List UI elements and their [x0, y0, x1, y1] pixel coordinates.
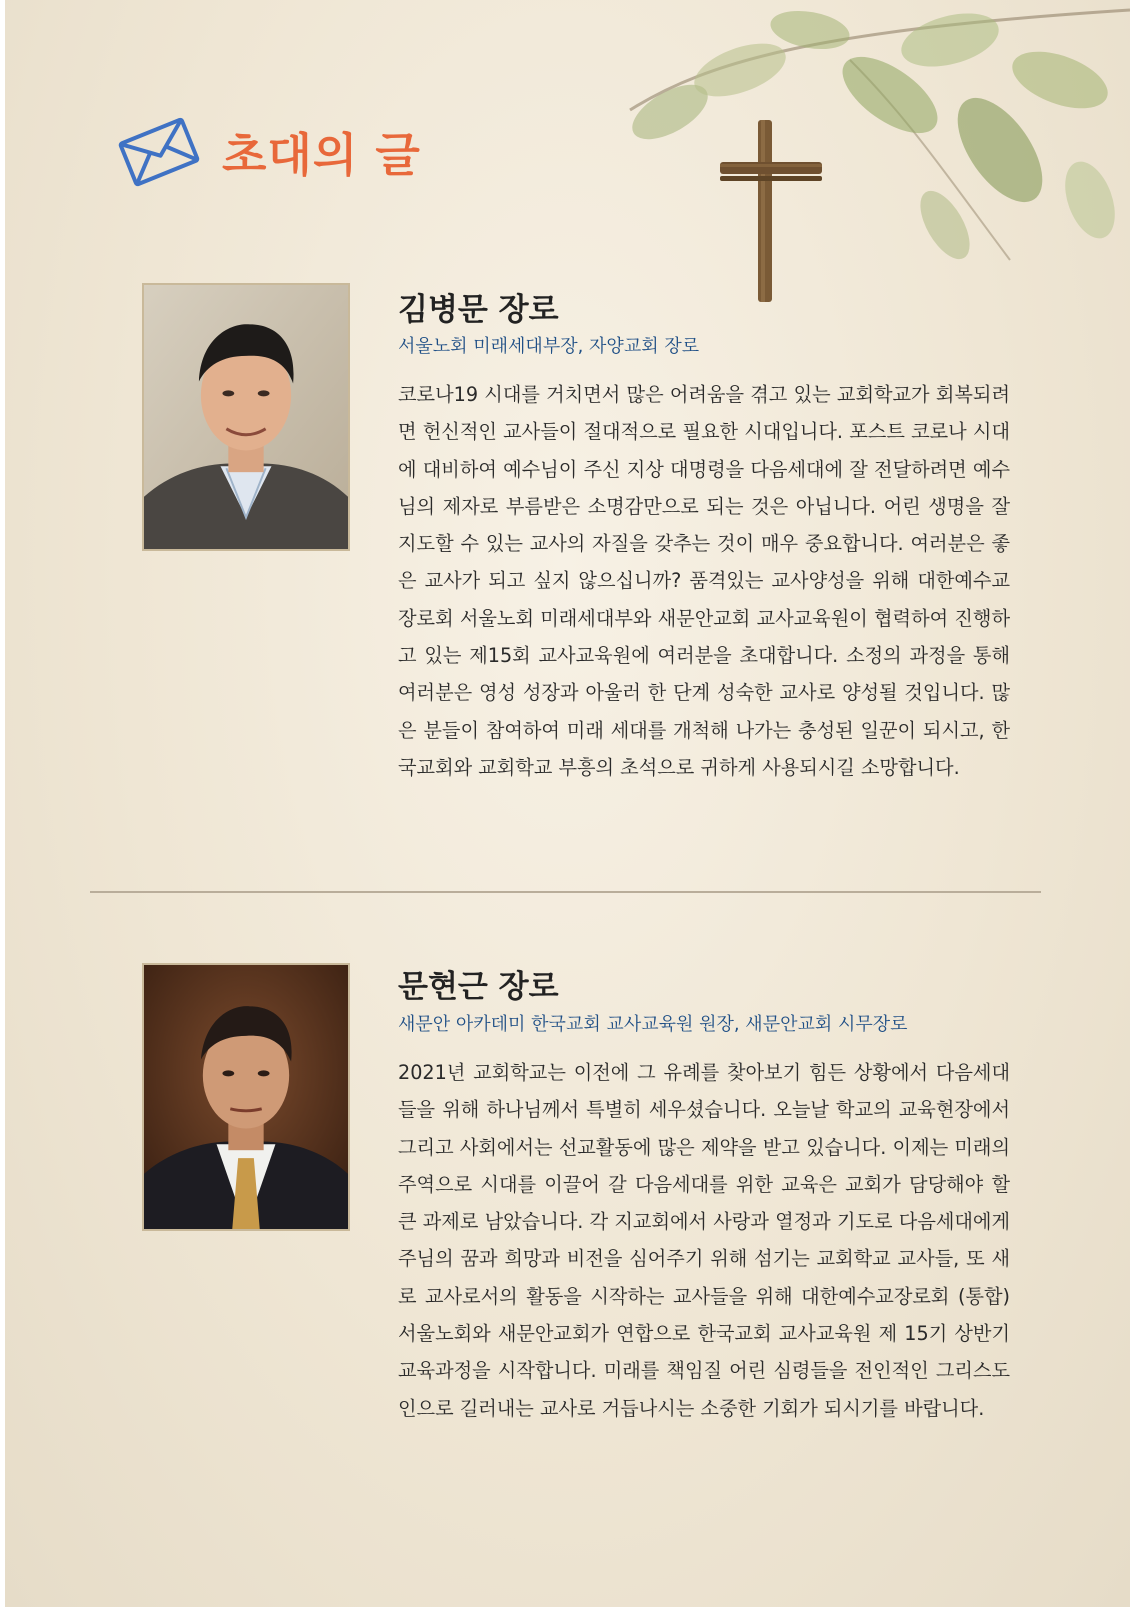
leaves-decoration [590, 0, 1130, 300]
invitation-message: 코로나19 시대를 거치면서 많은 어려움을 겪고 있는 교회학교가 회복되려면 헌신적인 교사들이 절대적으로 필요한 시대입니다. 포스트 코로나 시대에 대비하여 예수님이 주신 지상 대명령을 다음세대에 잘 전달하려면 예수님의 제자로 부름받은 소명감만으로 되는 것은 아닙니다. 어린 생명을 잘 지도할 수 있는 교사의 자질을 갖추는 것이 매우 중요합니다. 여러분은 좋은 교사가 되고 싶지 않으십니까? 품격있는 교사양성을 위해 대한예수교장로회 서울노회 미래세대부와 새문안교회 교사교육원이 협력하여 진행하고 있는 제15회 교사교육원에 여러분을 초대합니다. 소정의 과정을 통해 여러분은 영성 성장과 아울러 한 단계 성숙한 교사로 양성될 것입니다. 많은 분들이 참여하여 미래 세대를 개척해 나가는 충성된 일꾼이 되시고, 한국교회와 교회학교 부흥의 초석으로 귀하게 사용되시길 소망합니다. [398, 383, 1010, 779]
page-title: 초대의 글 [222, 128, 421, 182]
person-name: 김병문 장로 [398, 292, 559, 328]
person-role: 서울노회 미래세대부장, 자양교회 장로 [398, 336, 700, 357]
section-heading [118, 112, 421, 192]
page-edge [0, 0, 5, 1607]
wooden-cross-decoration [720, 118, 830, 308]
envelope-icon [118, 116, 200, 188]
portrait-photo [142, 963, 350, 1231]
portrait-photo [142, 283, 350, 551]
section-divider [90, 891, 1041, 893]
person-name: 문현근 장로 [398, 969, 559, 1005]
invitation-message: 2021년 교회학교는 이전에 그 유례를 찾아보기 힘든 상황에서 다음세대들을 위해 하나님께서 특별히 세우셨습니다. 오늘날 학교의 교육현장에서 그리고 사회에서는 선교활동에 많은 제약을 받고 있습니다. 이제는 미래의 주역으로 시대를 이끌어 갈 다음세대를 위한 교육은 교회가 담당해야 할 큰 과제로 남았습니다. 각 지교회에서 사랑과 열정과 기도로 다음세대에게 주님의 꿈과 희망과 비전을 심어주기 위해 섬기는 교회학교 교사들, 또 새로 교사로서의 활동을 시작하는 교사들을 위해 대한예수교장로회 (통합) 서울노회와 새문안교회가 연합으로 한국교회 교사교육원 제 15기 상반기 교육과정을 시작합니다. 미래를 책임질 어린 심령들을 전인적인 그리스도인으로 길러내는 교사로 거듭나시는 소중한 기회가 되시기를 바랍니다. [398, 1061, 1010, 1420]
person-role: 새문안 아카데미 한국교회 교사교육원 원장, 새문안교회 시무장로 [398, 1014, 908, 1035]
